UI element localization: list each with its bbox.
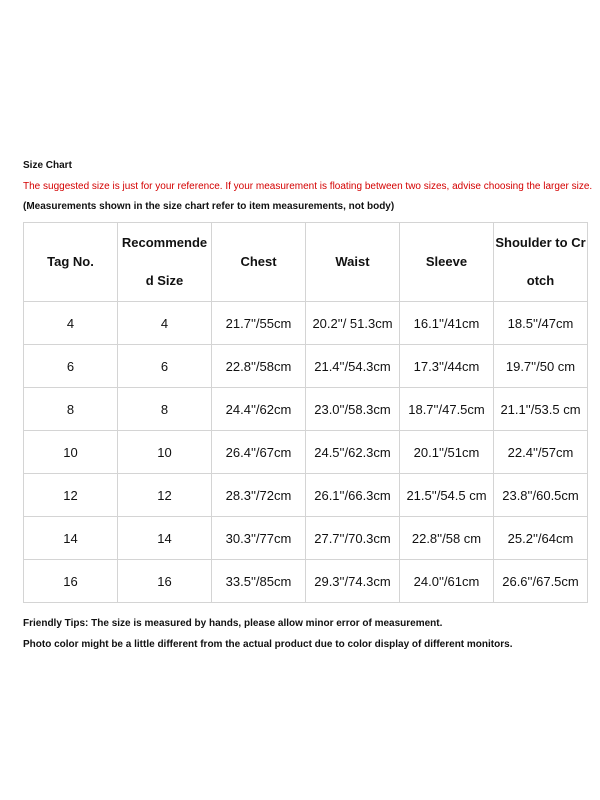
table-cell: 30.3''/77cm	[212, 517, 306, 560]
header-chest: Chest	[212, 223, 306, 302]
header-waist: Waist	[306, 223, 400, 302]
table-cell: 16	[118, 560, 212, 603]
table-row	[24, 302, 588, 345]
table-cell: 10	[118, 431, 212, 474]
table-cell: 18.7''/47.5cm	[400, 388, 494, 431]
table-cell: 29.3''/74.3cm	[306, 560, 400, 603]
header-sleeve: Sleeve	[400, 223, 494, 302]
table-cell: 16	[24, 560, 118, 603]
table-cell: 21.7''/55cm	[212, 302, 306, 345]
measurement-note: (Measurements shown in the size chart refer to item measurements, not body)	[23, 201, 395, 212]
table-cell: 14	[118, 517, 212, 560]
table-cell: 19.7''/50 cm	[494, 345, 588, 388]
table-cell: 10	[24, 431, 118, 474]
table-cell: 8	[24, 388, 118, 431]
table-cell: 33.5''/85cm	[212, 560, 306, 603]
photo-color-note: Photo color might be a little different from the actual product due to color display of different monitors.	[23, 639, 513, 650]
header-shoulder-to-crotch: Shoulder to Crotch	[494, 223, 588, 302]
table-cell: 28.3''/72cm	[212, 474, 306, 517]
table-cell: 23.0''/58.3cm	[306, 388, 400, 431]
table-row	[24, 517, 588, 560]
table-row	[24, 388, 588, 431]
table-cell: 22.8''/58cm	[212, 345, 306, 388]
table-cell: 26.6''/67.5cm	[494, 560, 588, 603]
table-cell: 26.1''/66.3cm	[306, 474, 400, 517]
table-cell: 27.7''/70.3cm	[306, 517, 400, 560]
table-row	[24, 474, 588, 517]
table-cell: 18.5''/47cm	[494, 302, 588, 345]
table-cell: 24.4''/62cm	[212, 388, 306, 431]
header-tag-no: Tag No.	[24, 223, 118, 302]
table-cell: 4	[24, 302, 118, 345]
table-cell: 24.0''/61cm	[400, 560, 494, 603]
header-recommended-size: Recommended Size	[118, 223, 212, 302]
table-cell: 22.4''/57cm	[494, 431, 588, 474]
table-cell: 12	[118, 474, 212, 517]
page-title: Size Chart	[23, 160, 72, 171]
table-cell: 8	[118, 388, 212, 431]
table-header-row	[24, 223, 588, 302]
table-row	[24, 560, 588, 603]
table-cell: 21.5''/54.5 cm	[400, 474, 494, 517]
size-chart-table	[23, 222, 588, 603]
table-cell: 20.1''/51cm	[400, 431, 494, 474]
size-advice-notice: The suggested size is just for your reference. If your measurement is floating between two sizes, advise choosing the larger size.	[23, 181, 593, 192]
table-cell: 12	[24, 474, 118, 517]
table-cell: 6	[24, 345, 118, 388]
table-row	[24, 431, 588, 474]
table-cell: 20.2''/ 51.3cm	[306, 302, 400, 345]
table-cell: 17.3''/44cm	[400, 345, 494, 388]
table-cell: 16.1''/41cm	[400, 302, 494, 345]
table-cell: 21.4''/54.3cm	[306, 345, 400, 388]
friendly-tips: Friendly Tips: The size is measured by hands, please allow minor error of measurement.	[23, 618, 443, 629]
table-cell: 25.2''/64cm	[494, 517, 588, 560]
table-row	[24, 345, 588, 388]
table-cell: 26.4''/67cm	[212, 431, 306, 474]
table-cell: 24.5''/62.3cm	[306, 431, 400, 474]
table-cell: 6	[118, 345, 212, 388]
table-cell: 22.8''/58 cm	[400, 517, 494, 560]
table-cell: 23.8''/60.5cm	[494, 474, 588, 517]
table-cell: 14	[24, 517, 118, 560]
table-cell: 4	[118, 302, 212, 345]
table-cell: 21.1''/53.5 cm	[494, 388, 588, 431]
